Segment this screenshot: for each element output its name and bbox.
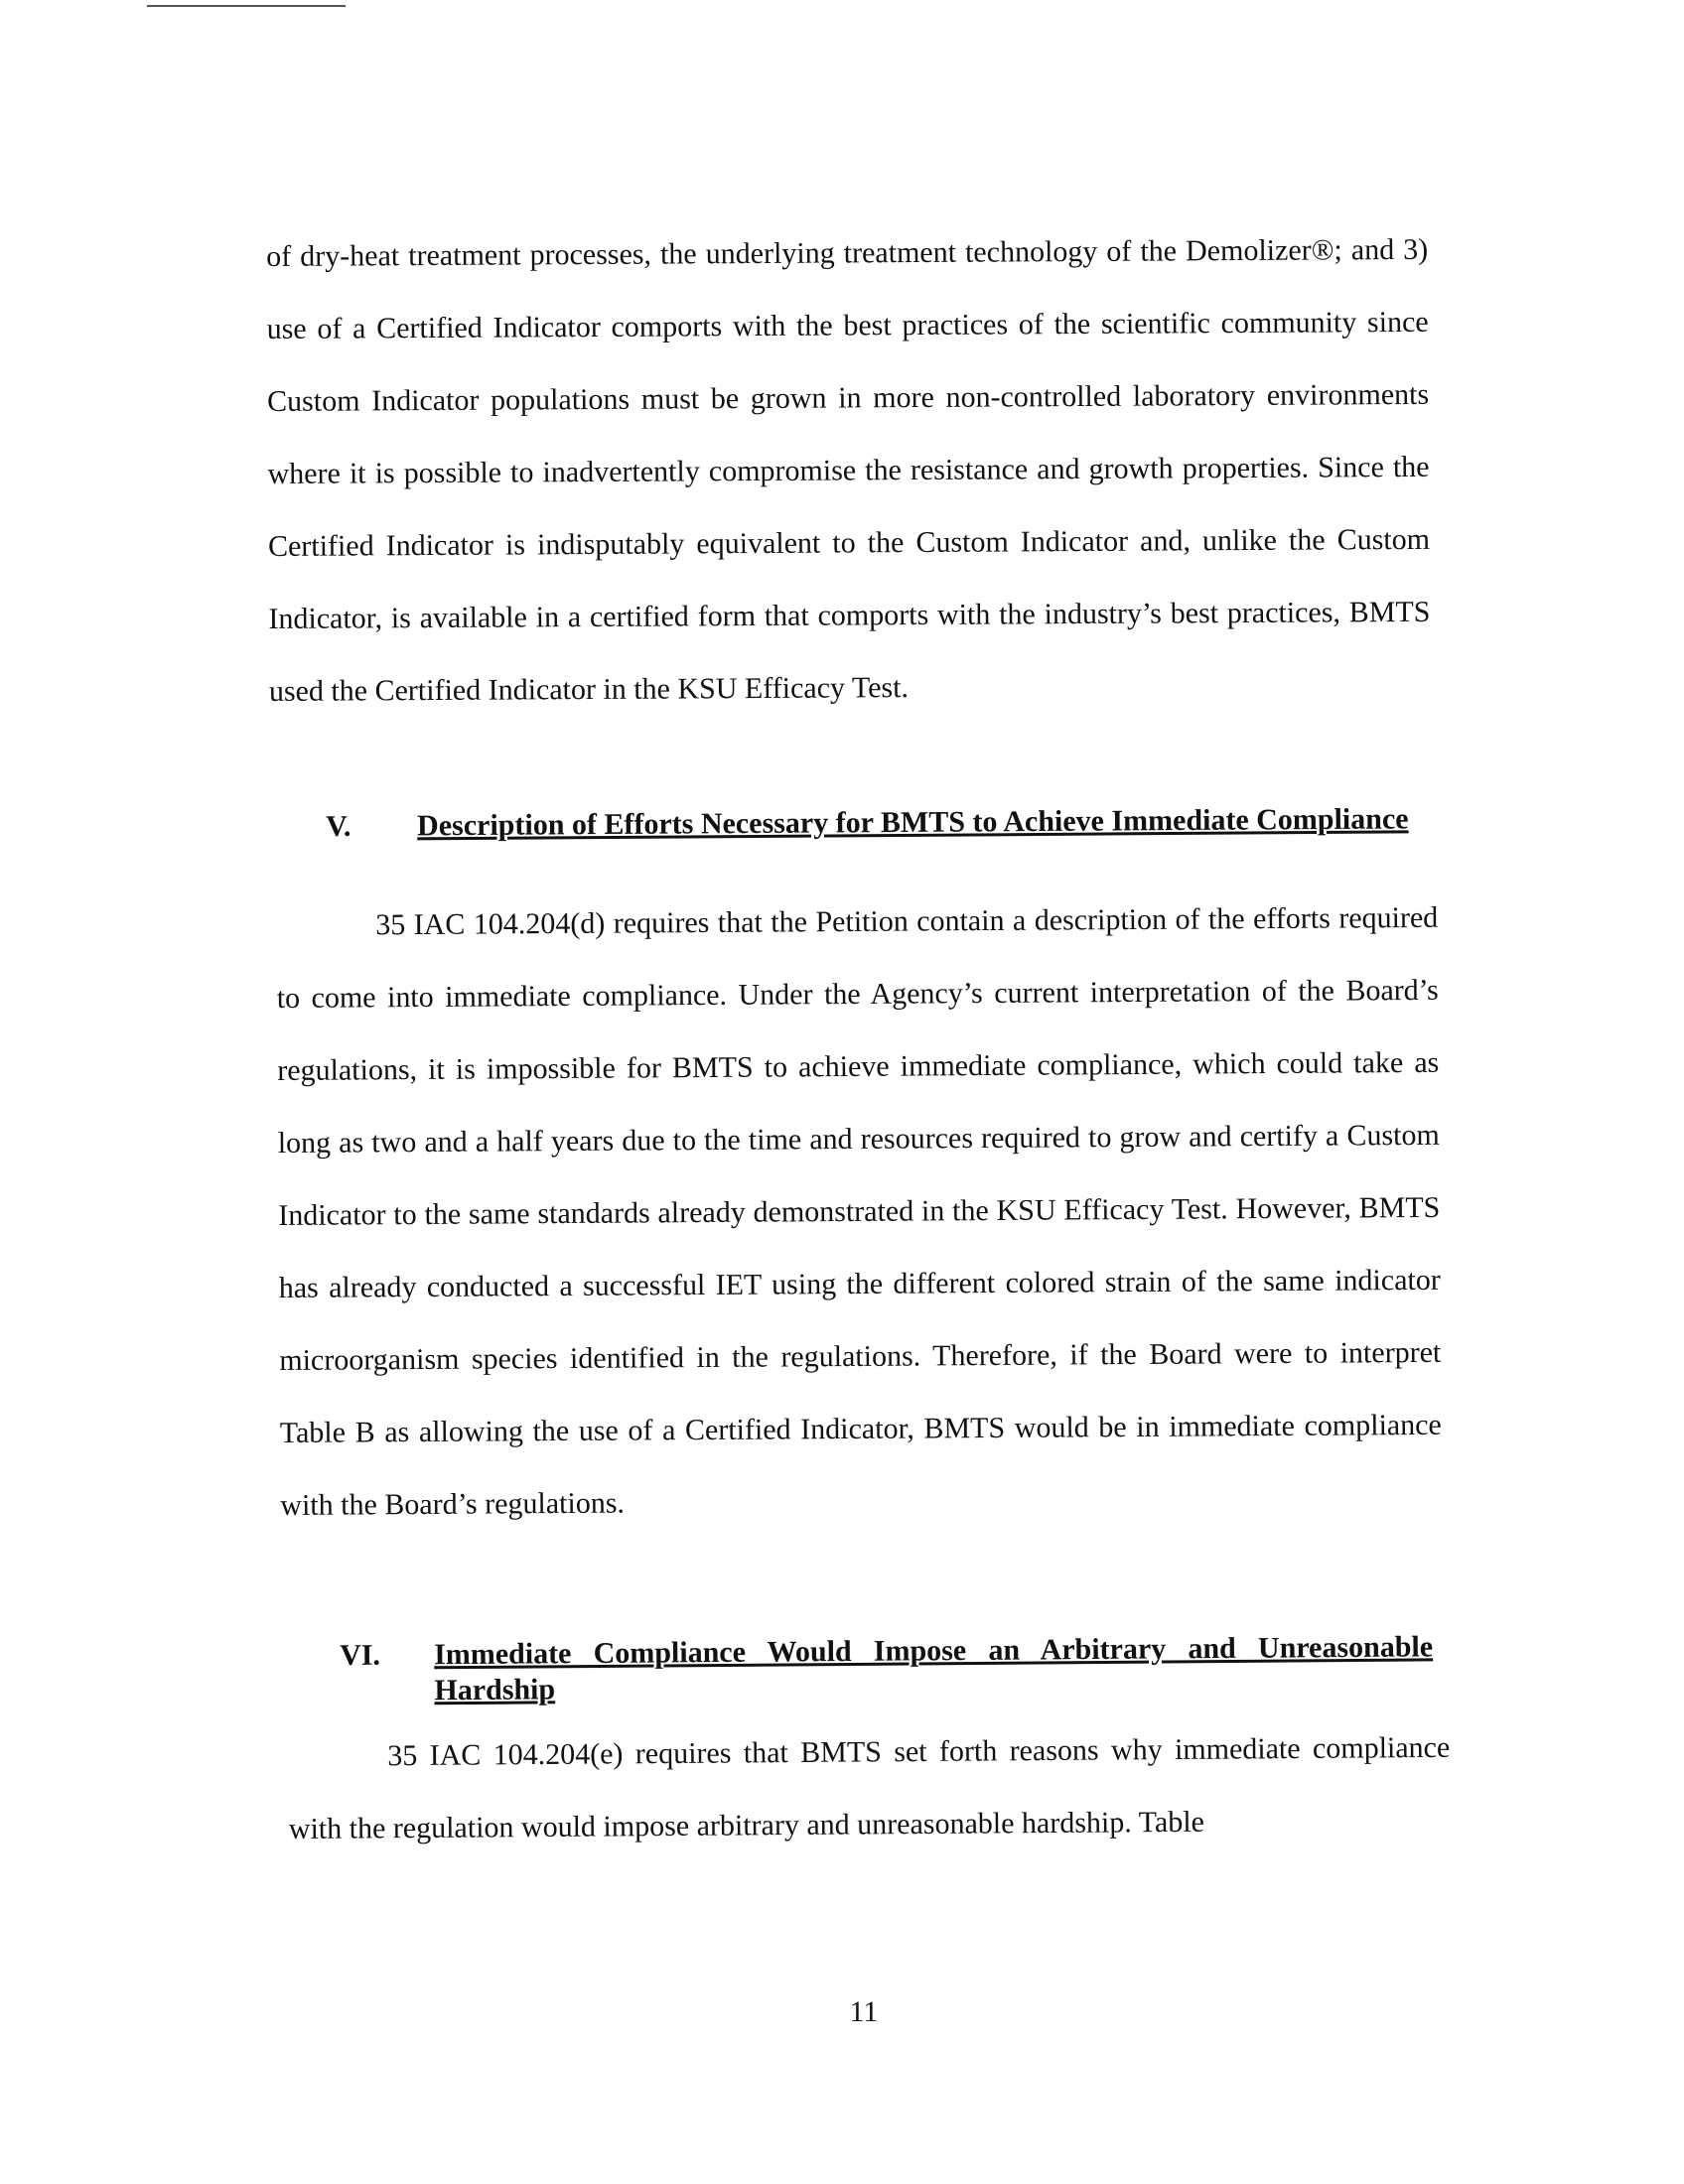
continuation-paragraph-block [266,213,1431,728]
page-number: 11 [849,1995,879,2028]
section-v-title: Description of Efforts Necessary for BMTS to Achieve Immediate Compliance [417,802,1409,843]
section-vi-body-block [288,1711,1451,1865]
section-v-body-block [276,882,1443,1542]
section-vi-paragraph: 35 IAC 104.204(e) requires that BMTS set forth reasons why immediate compliance with the regulation would impose arbitrary and unreasonable hardship. Table [288,1730,1451,1845]
top-rule-divider [147,5,346,7]
section-vi-number: VI. [340,1638,381,1672]
continuation-paragraph: of dry-heat treatment processes, the underlying treatment technology of the Demolizer®; and 3) use of a Certified Indicator comports with the best practices of the scientific community since Custom Indicator populations must be grown in more non-controlled laboratory environments where it is possible to inadvertently compromise the resistance and growth properties. Since the Certified Indicator is indisputably equivalent to the Custom Indicator and, unlike the Custom Indicator, is available in a certified form that comports with the industry’s best practices, BMTS used the Certified Indicator in the KSU Efficacy Test. [266,232,1431,708]
section-v-paragraph: 35 IAC 104.204(d) requires that the Petition contain a description of the efforts required to come into immediate compliance. Under the Agency’s current interpretation of the Board’s regulations, it is impossible for BMTS to achieve immediate compliance, which could take as long as two and a half years due to the time and resources required to grow and certify a Custom Indicator to the same standards already demonstrated in the KSU Efficacy Test. However, BMTS has already conducted a successful IET using the different colored strain of the same indicator microorganism species identified in the regulations. Therefore, if the Board were to interpret Table B as allowing the use of a Certified Indicator, BMTS would be in immediate compliance with the Board’s regulations. [276,900,1442,1522]
section-v-number: V. [326,809,351,843]
section-vi-title: Immediate Compliance Would Impose an Arbitrary and Unreasonable Hardship [434,1630,1434,1707]
